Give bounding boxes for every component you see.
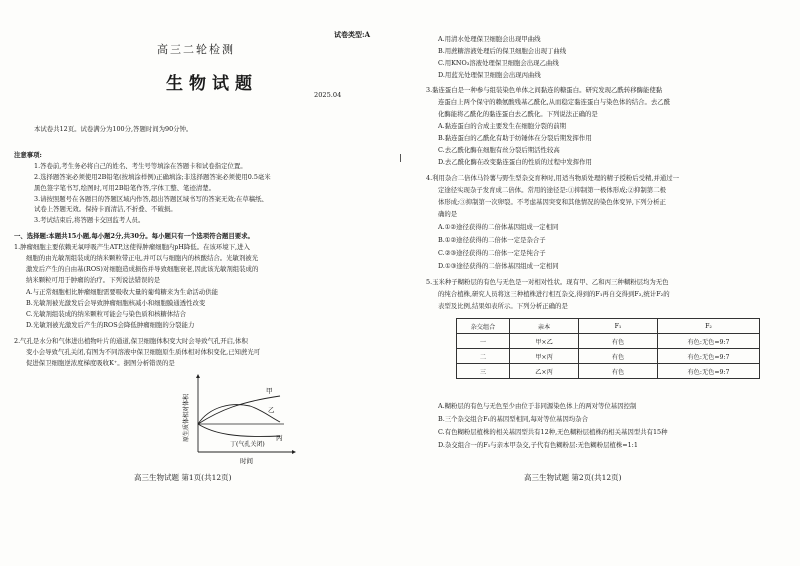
table-header-cell: 杂交组合	[457, 319, 510, 334]
paper-type: 试卷类型:A	[334, 30, 371, 39]
question-2-line: 促进保卫细胞逆浓度梯度吸收K⁺。据图分析错误的是	[26, 359, 175, 367]
question-1-option: C.光敏剂组装成的纳米颗粒可能会与染色质和核糖体结合	[26, 310, 187, 318]
question-2-line: 2.气孔是水分和气体进出植物叶片的通道,保卫细胞体积变大时会导致气孔开启,体积	[14, 337, 248, 345]
table-cell: 有色:无色=9:7	[658, 334, 760, 349]
question-3-line: 3.黏连蛋白是一种参与组装染色单体之间黏连的糖蛋白。研究发现乙酰转移酶能使黏	[426, 86, 663, 94]
cross-results-table	[456, 318, 760, 379]
question-4-option: B.①②途径获得的二倍体一定是杂合子	[438, 236, 546, 244]
question-1-option: A.与正常细胞相比肿瘤细胞需要吸收大量的葡萄糖来为生命活动供能	[26, 288, 218, 296]
question-1-option: D.光敏剂被光激发后产生的ROS会降低肿瘤细胞的分裂能力	[26, 321, 195, 329]
table-cell: 有色	[579, 349, 658, 364]
notice-line: 2.选择题答案必须使用2B铅笔(按填涂样例)正确填涂;非选择题答案必须使用0.5毫米	[34, 173, 271, 181]
curve-label-jia: 甲	[266, 387, 273, 395]
table-cell: 有色:无色=9:7	[658, 364, 760, 379]
table-cell: 有色:无色=9:7	[658, 349, 760, 364]
question-4-line: 体形成;③抑制第一次卵裂。不考虑基因突变和其他情况的染色体变异,下列分析正	[438, 198, 666, 206]
question-2-option: D.用蓝光处理保卫细胞会出现丙曲线	[438, 71, 541, 79]
page-footer: 高三生物试题 第1页(共12页)	[134, 473, 232, 482]
question-3-option: B.黏连蛋白的乙酰化有助于纺锤体在分裂后期发挥作用	[438, 134, 592, 142]
notice-line: 1.答卷前,考生务必将自己的姓名、考生号等填涂在答题卡和试卷指定位置。	[34, 162, 247, 170]
curve-label-ding: 丁(气孔关闭)	[230, 441, 265, 448]
curve-label-yi: 乙	[268, 406, 275, 414]
question-4-option: C.②③途径获得的二倍体一定是纯合子	[438, 249, 546, 257]
notice-line: 黑色签字笔书写,绘图时,可用2B铅笔作答,字体工整、笔迹清楚。	[34, 184, 216, 192]
table-row	[457, 349, 760, 364]
notice-heading: 注意事项:	[14, 151, 42, 159]
question-2-option: B.用蔗糖溶液处理后的保卫细胞会出现丁曲线	[438, 47, 567, 55]
question-4-option: A.①②途径获得的二倍体基因组成一定相同	[438, 223, 559, 231]
question-1-option: B.光敏剂被光激发后会导致肿瘤细胞核减小和细胞膜通透性改变	[26, 299, 206, 307]
page-footer: 高三生物试题 第2页(共12页)	[524, 473, 622, 482]
table-cell: 甲×乙	[510, 334, 579, 349]
question-2-option: C.用KNO₃溶液处理保卫细胞会出现乙曲线	[438, 59, 559, 67]
exam-title: 高三二轮检测	[157, 43, 235, 56]
question-2-line: 变小会导致气孔关闭,有图为不同溶液中保卫细胞原生质体相对体积变化,已知蔗光可	[26, 348, 261, 356]
question-1-line: 纳米颗粒可用于肿瘤的治疗。下列说法错误的是	[26, 276, 161, 284]
table-cell: 有色	[579, 334, 658, 349]
exam-subject: 生物试题	[166, 74, 258, 94]
question-1-line: 1.肿瘤细胞主要依赖无氧呼吸产生ATP,这使得肿瘤细胞内pH降低。在该环境下,进入	[14, 243, 250, 251]
y-axis-label: 原生质体相对体积	[183, 393, 190, 442]
y-axis-arrow	[196, 374, 200, 378]
curve-bing	[198, 424, 280, 437]
question-3-option: C.去乙酰化酶在细胞有丝分裂后期活性较高	[438, 146, 560, 154]
question-4-line: 定途径实现杂子发育成二倍体。常用的途径是:①抑制第一极体形成;②抑制第二极	[438, 186, 666, 194]
question-4-option: D.①③途径获得的二倍体基因组成一定相同	[438, 262, 559, 270]
table-cell: 有色	[579, 364, 658, 379]
question-5-line: 5.玉米种子糊粉层的有色与无色是一对相对性状。现有甲、乙和丙三种糊粉层均为无色	[426, 278, 669, 286]
question-4-line: 确的是	[438, 210, 458, 218]
question-4-line: 4.利用杂合二倍体马铃薯与野生型杂交育种时,用适当物质处理的精子授粉后受精,并通过一	[426, 174, 680, 182]
exam-date: 2025.04	[314, 91, 342, 99]
section-heading: 一、选择题:本题共15小题,每小题2分,共30分。每小题只有一个选项符合题目要求。	[14, 232, 254, 240]
table-header-cell: F₂	[658, 319, 760, 334]
center-mark	[400, 154, 401, 162]
table-row	[457, 364, 760, 379]
question-5-option: D.杂交组合一的F₁与亲本甲杂交,子代有色糊粉层:无色糊粉层植株=1:1	[438, 441, 638, 449]
table-cell: 三	[457, 364, 510, 379]
intro-text: 本试卷共12页。试卷满分为100分,答题时间为90分钟。	[34, 125, 193, 133]
question-3-option: D.去乙酰化酶在改变黏连蛋白的性质的过程中发挥作用	[438, 158, 592, 166]
right-page	[414, 0, 786, 566]
table-header-row	[457, 319, 760, 334]
question-5-line: 表型及比例,结果如表所示。下列分析正确的是	[438, 302, 568, 310]
cell-volume-graph	[180, 372, 300, 467]
notice-line: 3.考试结束后,将答题卡交回监考人员。	[34, 216, 145, 224]
table-cell: 甲×丙	[510, 349, 579, 364]
question-5-option: C.有色糊粉层植株的相关基因型共有12种,无色糊粉层植株的相关基因型共有15种	[438, 428, 668, 436]
question-2-option: A.用清水处理保卫细胞会出现甲曲线	[438, 35, 541, 43]
table-header-cell: 亲本	[510, 319, 579, 334]
question-3-line: 化酶能将乙酰化的黏连蛋白去乙酰化。下列说法正确的是	[438, 110, 598, 118]
notice-line: 试卷上答题无效。保持卡面清洁,不折叠、不破损。	[34, 205, 177, 213]
table-cell: 二	[457, 349, 510, 364]
question-5-option: B.三个杂交组合F₁的基因型相同,每对等位基因均杂合	[438, 415, 588, 423]
x-axis-arrow	[292, 450, 296, 454]
curve-label-bing: 丙	[276, 434, 283, 442]
question-1-line: 激发后产生的自由基(ROS)对细胞造成损伤并导致细胞衰老,因此该光敏剂组装成的	[26, 265, 259, 273]
question-1-line: 细胞的由光敏剂组装成的纳米颗粒带正电,并可以与细胞内的核酸结合。光敏剂被光	[26, 254, 259, 262]
question-3-option: A.黏连蛋白的合成主要发生在细胞分裂的前期	[438, 122, 567, 130]
left-page	[14, 0, 386, 566]
question-5-line: 的纯合植株,研究人员将这三种植株进行相互杂交,得到的F₁再自交得到F₂,统计F₂的	[438, 290, 670, 298]
table-header-cell: F₁	[579, 319, 658, 334]
question-3-line: 连蛋白上两个保守的赖氨酸残基乙酰化,从而稳定黏连蛋白与染色体的结合。去乙酰	[438, 98, 671, 106]
x-axis-label: 时间	[240, 457, 253, 465]
table-cell: 一	[457, 334, 510, 349]
notice-line: 3.请按照题号在各题目的答题区域内作答,超出答题区域书写的答案无效;在草稿纸、	[34, 195, 268, 203]
table-cell: 乙×丙	[510, 364, 579, 379]
table-row	[457, 334, 760, 349]
question-5-option: A.糊粉层的有色与无色至少由位于非同源染色体上的两对等位基因控制	[438, 402, 637, 410]
